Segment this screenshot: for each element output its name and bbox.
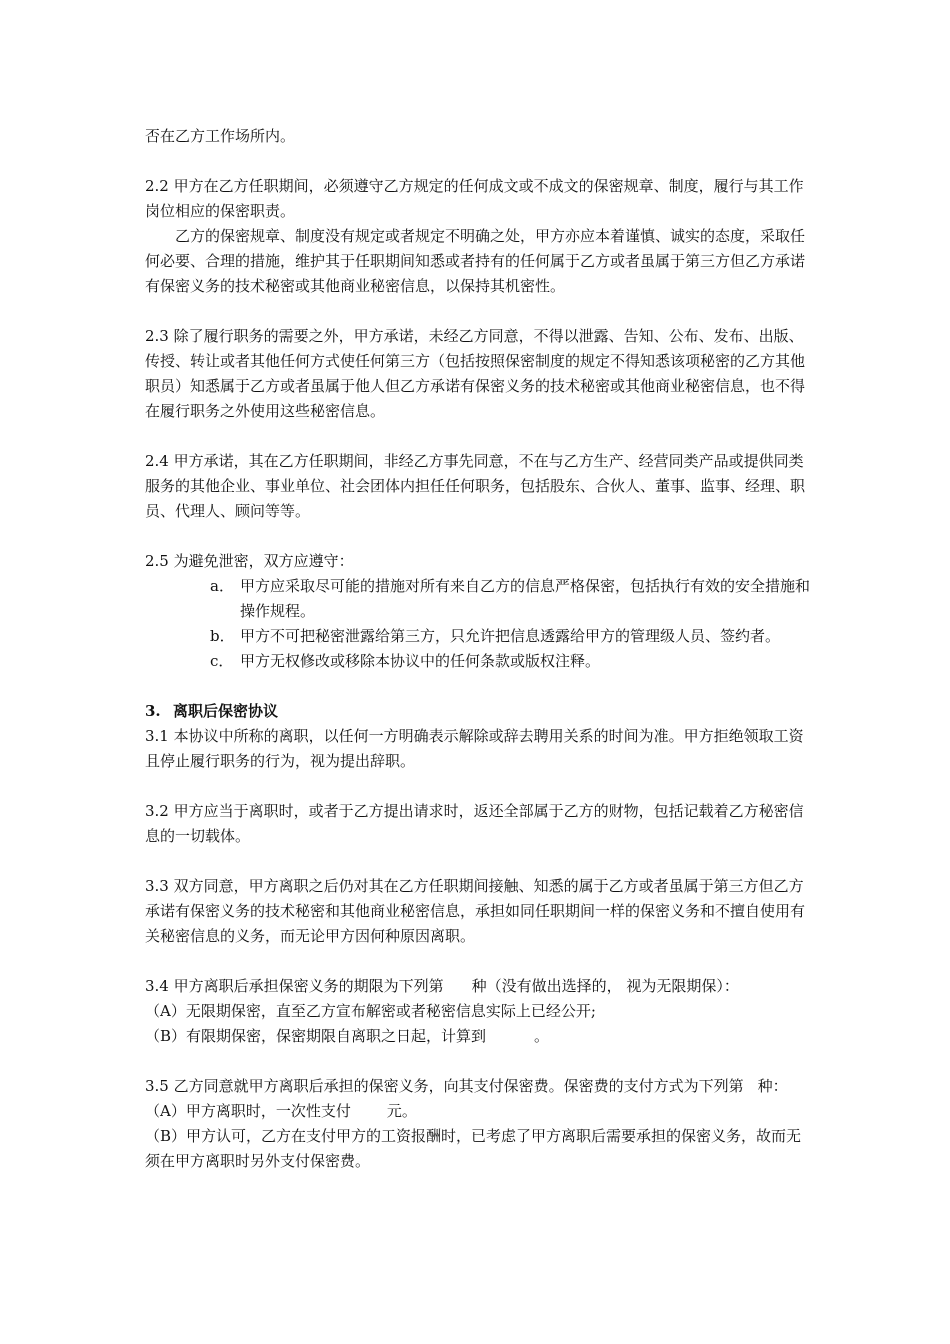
section-3-heading (145, 699, 810, 724)
list-item (145, 649, 810, 674)
document-body (145, 124, 810, 1174)
section-number: 3. (145, 702, 161, 720)
paragraph-3-1: 3.1 本协议中所称的离职，以任何一方明确表示解除或辞去聘用关系的时间为准。甲方拒绝领取工资且停止履行职务的行为，视为提出辞职。 (145, 727, 804, 770)
clause-text: 种（没有做出选择的， 视为无限期保）： (471, 977, 739, 995)
paragraph-2-1-tail: 否在乙方工作场所内。 (145, 127, 296, 145)
clause-2-5-list (145, 574, 810, 674)
spacer (145, 299, 810, 324)
list-marker: c． (210, 652, 234, 670)
list-item-text: 甲方应采取尽可能的措施对所有来自乙方的信息严格保密，包括执行有效的安全措施和操作规程。 (240, 577, 811, 620)
paragraph-3-4 (145, 974, 810, 999)
paragraph-2-2-continued: 乙方的保密规章、制度没有规定或者规定不明确之处，甲方亦应本着谨慎、诚实的态度，采取任何必要、合理的措施，维护其于任职期间知悉或者持有的任何属于乙方或者虽属于第三方但乙方承诺有保密义务的技术秘密或其他商业秘密信息，以保持其机密性。 (145, 227, 806, 295)
paragraph-2-3: 2.3 除了履行职务的需要之外，甲方承诺，未经乙方同意，不得以泄露、告知、公布、发布、出版、传授、转让或者其他任何方式使任何第三方（包括按照保密制度的规定不得知悉该项秘密的乙方其他职员）知悉属于乙方或者虽属于他人但乙方承诺有保密义务的技术秘密或其他商业秘密信息，也不得在履行职务之外使用这些秘密信息。 (145, 327, 806, 420)
list-item-text: 甲方无权修改或移除本协议中的任何条款或版权注释。 (240, 652, 601, 670)
clause-text: 种： (757, 1077, 788, 1095)
section-title: 离职后保密协议 (173, 702, 279, 720)
clause-text: 元。 (386, 1102, 417, 1120)
clause-text: 3.5 乙方同意就甲方离职后承担的保密义务，向其支付保密费。保密费的支付方式为下列第 (145, 1077, 744, 1095)
option-3-5-b: （B）甲方认可，乙方在支付甲方的工资报酬时，已考虑了甲方离职后需要承担的保密义务，故而无须在甲方离职时另外支付保密费。 (145, 1127, 802, 1170)
paragraph-2-2: 2.2 甲方在乙方任职期间，必须遵守乙方规定的任何成文或不成文的保密规章、制度，履行与其工作岗位相应的保密职责。 (145, 177, 804, 220)
list-item-text: 甲方不可把秘密泄露给第三方，只允许把信息透露给甲方的管理级人员、签约者。 (240, 627, 781, 645)
paragraph-3-5 (145, 1074, 810, 1099)
spacer (145, 424, 810, 449)
spacer (145, 849, 810, 874)
paragraph-3-2: 3.2 甲方应当于离职时，或者于乙方提出请求时，返还全部属于乙方的财物，包括记载着乙方秘密信息的一切载体。 (145, 802, 804, 845)
spacer (145, 774, 810, 799)
list-marker: a． (210, 577, 234, 595)
spacer (145, 1049, 810, 1074)
paragraph-2-5: 2.5 为避免泄密，双方应遵守： (145, 552, 354, 570)
clause-text: （A）甲方离职时，一次性支付 (145, 1102, 351, 1120)
clause-text: （B）有限期保密，保密期限自离职之日起，计算到 (145, 1027, 487, 1045)
spacer (145, 149, 810, 174)
list-marker: b． (210, 627, 235, 645)
clause-text: 。 (534, 1027, 550, 1045)
paragraph-3-3: 3.3 双方同意，甲方离职之后仍对其在乙方任职期间接触、知悉的属于乙方或者虽属于第三方但乙方承诺有保密义务的技术秘密和其他商业秘密信息，承担如同任职期间一样的保密义务和不擅自使用有关秘密信息的义务，而无论甲方因何种原因离职。 (145, 877, 806, 945)
spacer (145, 524, 810, 549)
list-item (145, 574, 810, 624)
list-item (145, 624, 810, 649)
option-3-4-a: （A）无限期保密，直至乙方宣布解密或者秘密信息实际上已经公开; (145, 1002, 596, 1020)
option-3-5-a (145, 1099, 810, 1124)
paragraph-2-4: 2.4 甲方承诺，其在乙方任职期间，非经乙方事先同意，不在与乙方生产、经营同类产品或提供同类服务的其他企业、事业单位、社会团体内担任任何职务，包括股东、合伙人、董事、监事、经理、职员、代理人、顾问等等。 (145, 452, 806, 520)
option-3-4-b (145, 1024, 810, 1049)
spacer (145, 949, 810, 974)
spacer (145, 674, 810, 699)
clause-text: 3.4 甲方离职后承担保密义务的期限为下列第 (145, 977, 444, 995)
